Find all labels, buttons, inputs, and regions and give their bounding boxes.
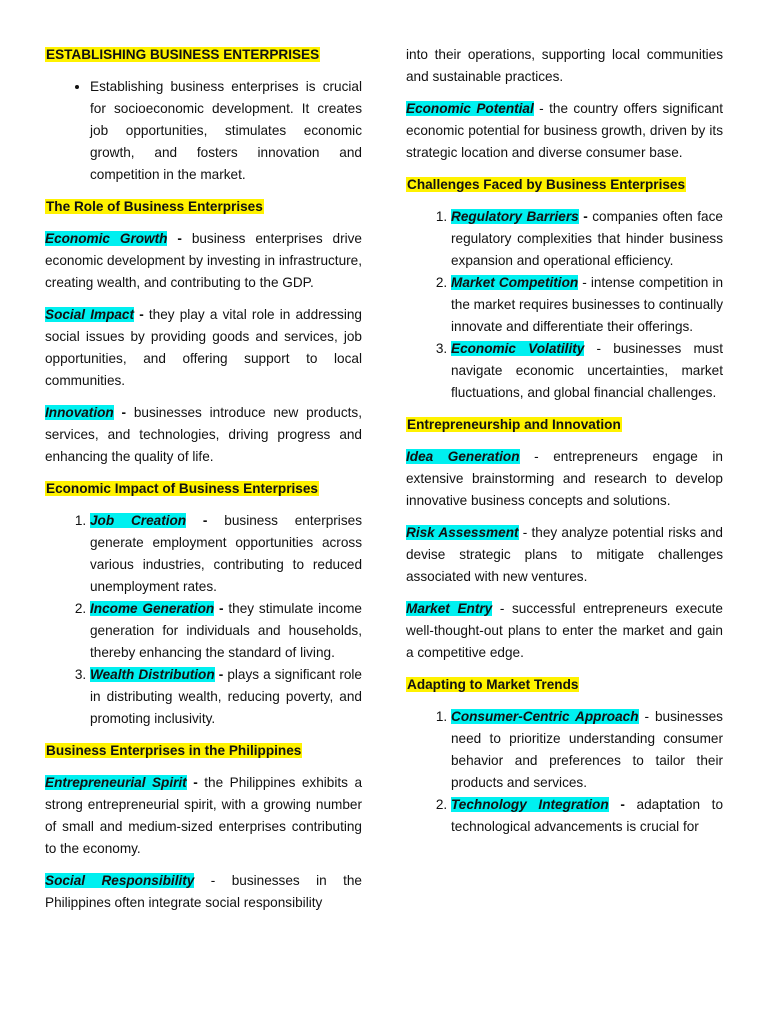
philippines-social-responsibility: Social Responsibility - businesses in the Philippines often integrate social responsibility [45, 873, 362, 910]
term: Entrepreneurial Spirit [45, 775, 187, 790]
left-column [45, 44, 362, 924]
term: Job Creation [90, 513, 187, 528]
role-social-impact: Social Impact - they play a vital role in addressing social issues by providing goods and services, job opportunities, and offering support to local communities. [45, 307, 362, 388]
list-item: 2. Market Competition - intense competition in the market requires businesses to continually innovate and differentiate their offerings. [451, 272, 723, 338]
document-title: ESTABLISHING BUSINESS ENTERPRISES [46, 47, 320, 62]
term: Idea Generation [406, 449, 520, 464]
section-heading-challenges: Challenges Faced by Business Enterprises [407, 177, 686, 192]
term: Income Generation [90, 601, 215, 616]
list-item: 3. Wealth Distribution - plays a significant role in distributing wealth, reducing poverty, and promoting inclusivity. [90, 664, 362, 730]
term: Innovation [45, 405, 114, 420]
role-economic-growth: Economic Growth - business enterprises drive economic development by investing in infrastructure, creating wealth, and contributing to the GDP. [45, 231, 362, 290]
term: Economic Growth [45, 231, 168, 246]
term: Risk Assessment [406, 525, 519, 540]
section-heading-philippines: Business Enterprises in the Philippines [46, 743, 302, 758]
continuation-text: into their operations, supporting local communities and sustainable practices. [406, 47, 723, 84]
term: Economic Volatility [451, 341, 585, 356]
right-column [406, 44, 723, 848]
term: Social Responsibility [45, 873, 195, 888]
list-item: 2. Technology Integration - adaptation to technological advancements is crucial for [451, 794, 723, 838]
trends-list [406, 706, 723, 838]
term: Social Impact [45, 307, 135, 322]
list-item: 3. Economic Volatility - businesses must navigate economic uncertainties, market fluctuations, and global financial challenges. [451, 338, 723, 404]
role-innovation: Innovation - businesses introduce new products, services, and technologies, driving progress and enhancing the quality of life. [45, 405, 362, 464]
section-heading-entrepreneurship: Entrepreneurship and Innovation [407, 417, 621, 432]
impact-list [45, 510, 362, 730]
list-item: 1. Job Creation - business enterprises generate employment opportunities across various industries, contributing to reduced unemployment rates. [90, 510, 362, 598]
section-heading-trends: Adapting to Market Trends [407, 677, 579, 692]
term: Technology Integration [451, 797, 609, 812]
intro-list [45, 76, 362, 186]
economic-potential: Economic Potential - the country offers significant economic potential for business growth, driven by its strategic location and diverse consumer base. [406, 101, 723, 160]
challenges-list [406, 206, 723, 404]
entrepreneurship-market-entry: Market Entry - successful entrepreneurs execute well-thought-out plans to enter the market and gain a competitive edge. [406, 601, 723, 660]
term: Regulatory Barriers [451, 209, 579, 224]
section-heading-impact: Economic Impact of Business Enterprises [46, 481, 318, 496]
term: Wealth Distribution [90, 667, 215, 682]
philippines-entrepreneurial-spirit: Entrepreneurial Spirit - the Philippines exhibits a strong entrepreneurial spirit, with a growing number of small and medium-sized enterprises contributing to the economy. [45, 775, 362, 856]
entrepreneurship-idea-generation: Idea Generation - entrepreneurs engage in extensive brainstorming and research to develop innovative business concepts and solutions. [406, 449, 723, 508]
term: Consumer-Centric Approach [451, 709, 639, 724]
list-item: 2. Income Generation - they stimulate income generation for individuals and households, thereby enhancing the standard of living. [90, 598, 362, 664]
term: Market Entry [406, 601, 493, 616]
list-item: 1. Consumer-Centric Approach - businesses need to prioritize understanding consumer behavior and preferences to tailor their products and services. [451, 706, 723, 794]
list-item: 1. Regulatory Barriers - companies often face regulatory complexities that hinder business expansion and operational efficiency. [451, 206, 723, 272]
section-heading-role: The Role of Business Enterprises [46, 199, 263, 214]
intro-bullet: • Establishing business enterprises is crucial for socioeconomic development. It creates job opportunities, stimulates economic growth, and fosters innovation and competition in the market. [90, 76, 362, 186]
entrepreneurship-risk-assessment: Risk Assessment - they analyze potential risks and devise strategic plans to mitigate challenges associated with new ventures. [406, 525, 723, 584]
term: Economic Potential [406, 101, 534, 116]
term: Market Competition [451, 275, 579, 290]
